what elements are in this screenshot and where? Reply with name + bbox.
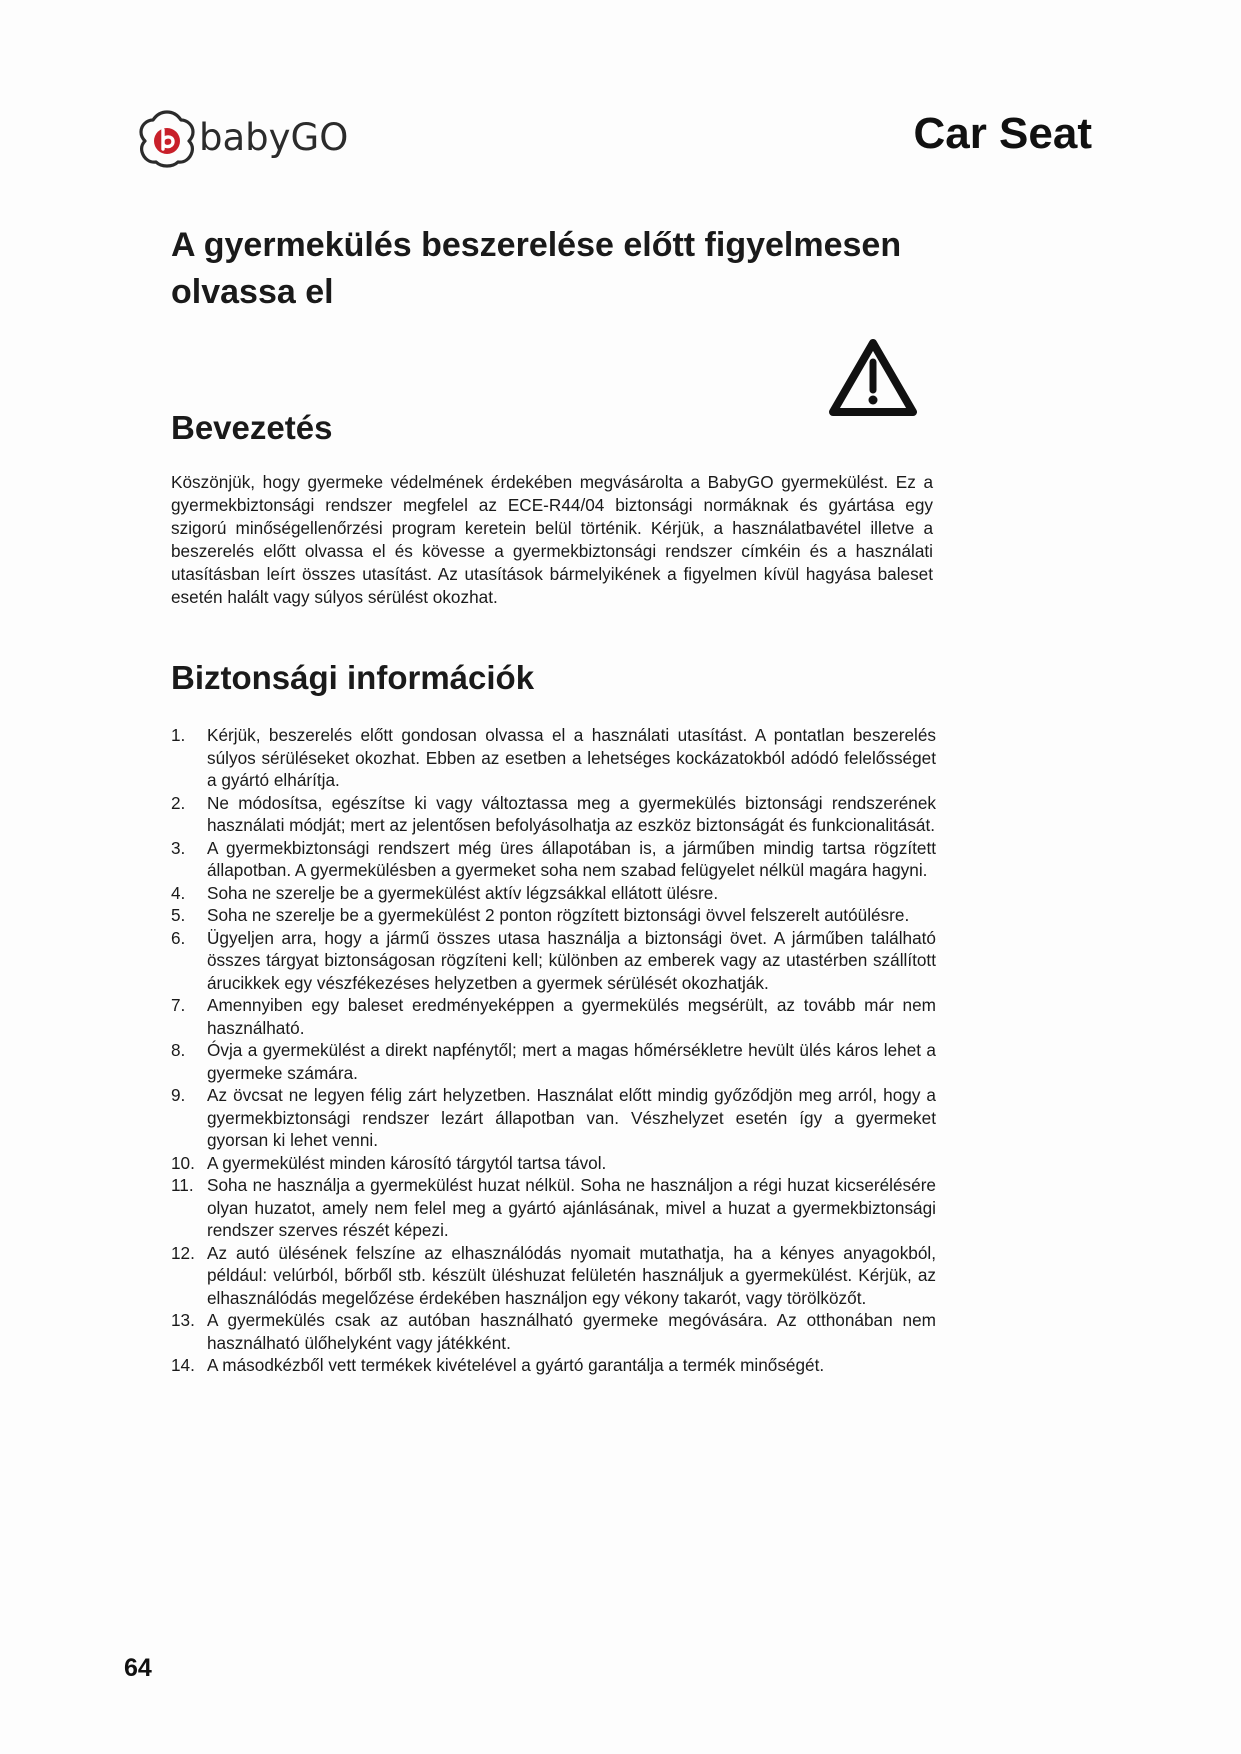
list-item [171, 1309, 936, 1354]
list-item-text: Óvja a gyermekülést a direkt napfénytől; mert a magas hőmérsékletre hevült ülés káros lehet a gyermeke számára. [207, 1040, 936, 1083]
list-item [171, 1354, 936, 1377]
page-title: A gyermekülés beszerelése előtt figyelmesen olvassa el [171, 226, 902, 311]
list-item-text: Soha ne használja a gyermekülést huzat nélkül. Soha ne használjon a régi huzat kicserélésére olyan huzatot, amely nem felel meg a gyártó ajánlásának, mivel a huzat a gyermekbiztonsági rendszer szerves részét képezi. [207, 1175, 936, 1240]
intro-heading: Bevezetés [171, 409, 333, 446]
list-item-text: Az övcsat ne legyen félig zárt helyzetben. Használat előtt mindig győződjön meg arról, hogy a gyermekbiztonsági rendszer lezárt állapotban van. Vészhelyzet esetén így a gyermeket gyorsan ki lehet venni. [207, 1085, 936, 1150]
list-item-number: 3. [171, 837, 186, 858]
warning-triangle-icon [829, 338, 917, 418]
list-item-text: Soha ne szerelje be a gyermekülést aktív légzsákkal ellátott ülésre. [207, 882, 719, 903]
list-item-number: 5. [171, 905, 186, 925]
brand-logo [137, 106, 348, 170]
list-item-number: 13. [171, 1310, 195, 1330]
list-item-text: Soha ne szerelje be a gyermekülést 2 ponton rögzített biztonsági övvel felszerelt autóülésre. [207, 905, 910, 925]
intro-paragraph: Köszönjük, hogy gyermeke védelmének érdekében megvásárolta a BabyGO gyermekülést. Ez a gyermekbiztonsági rendszer megfelel az ECE-R44/04 biztonsági normáknak és gyártása egy szigorú minőségellenőrzési program keretein belül történik. Kérjük, a használatbavétel illetve a beszerelés előtt olvassa el és kövesse a gyermekbiztonsági rendszer címkéin és a használati utasításban leírt összes utasítást. Az utasítások bármelyikének a figyelmen kívül hagyása baleset esetén halált vagy súlyos sérülést okozhat. [171, 472, 933, 607]
list-item [171, 1039, 936, 1084]
list-item-text: Az autó ülésének felszíne az elhasználódás nyomait mutathatja, ha a kényes anyagokból, például: velúrból, bőrből stb. készült üléshuzat felületén használjuk a gyermekülést. Kérjük, az elhasználódás megelőzése érdekében használjon egy vékony takarót, vagy törölközőt. [207, 1242, 936, 1308]
list-item-text: A gyermekülést minden károsító tárgytól tartsa távol. [207, 1152, 607, 1173]
product-category-title: Car Seat [913, 109, 1092, 158]
list-item-text: Ügyeljen arra, hogy a jármű összes utasa használja a biztonsági övet. A járműben található összes tárgyat biztonságosan rögzíteni kell; különben az emberek vagy az utastérben szállított árucikkek egy vészfékezéses helyzetben a gyermek sérülését okozhatják. [207, 927, 936, 993]
list-item [171, 927, 936, 995]
list-item [171, 792, 936, 837]
list-item-text: Ne módosítsa, egészítse ki vagy változtassa meg a gyermekülés biztonsági rendszerének használati módját; mert az jelentősen befolyásolhatja az eszköz biztonságát és funkcionalitását. [207, 792, 936, 835]
safety-info-list [171, 724, 936, 1377]
list-item-number: 11. [171, 1175, 194, 1195]
list-item-text: A gyermekülés csak az autóban használható gyermeke megóvására. Az otthonában nem használható ülőhelyként vagy játékként. [207, 1310, 936, 1353]
safety-heading: Biztonsági információk [171, 659, 535, 696]
logo-text: babyGO [199, 116, 349, 159]
list-item-number: 14. [171, 1355, 195, 1375]
list-item-text: Kérjük, beszerelés előtt gondosan olvassa el a használati utasítást. A pontatlan beszerelés súlyos sérüléseket okozhat. Ebben az esetben a lehetséges kockázatokból adódó felelősséget a gyártó elhárítja. [207, 725, 936, 790]
list-item [171, 904, 936, 927]
list-item-text: Amennyiben egy baleset eredményeképpen a gyermekülés megsérült, az tovább már nem használható. [207, 995, 936, 1038]
list-item-number: 9. [171, 1085, 186, 1105]
list-item-number: 10. [171, 1152, 195, 1173]
list-item-number: 7. [171, 995, 186, 1015]
list-item [171, 994, 936, 1039]
babygo-logo-icon [137, 108, 197, 168]
list-item-number: 12. [171, 1242, 195, 1263]
list-item-number: 6. [171, 927, 186, 948]
list-item [171, 724, 936, 792]
list-item-number: 2. [171, 792, 186, 813]
list-item-text: A gyermekbiztonsági rendszert még üres állapotában is, a járműben mindig tartsa rögzített állapotban. A gyermekülésben a gyermeket soha nem szabad felügyelet nélkül magára hagyni. [207, 837, 936, 880]
list-item-number: 4. [171, 882, 186, 903]
list-item [171, 1242, 936, 1310]
page-number: 64 [124, 1654, 152, 1682]
list-item [171, 1174, 936, 1242]
list-item-number: 1. [171, 725, 186, 745]
list-item-number: 8. [171, 1040, 186, 1060]
list-item [171, 882, 936, 905]
list-item [171, 837, 936, 882]
list-item-text: A másodkézből vett termékek kivételével a gyártó garantálja a termék minőségét. [207, 1355, 825, 1375]
list-item [171, 1152, 936, 1175]
list-item [171, 1084, 936, 1152]
